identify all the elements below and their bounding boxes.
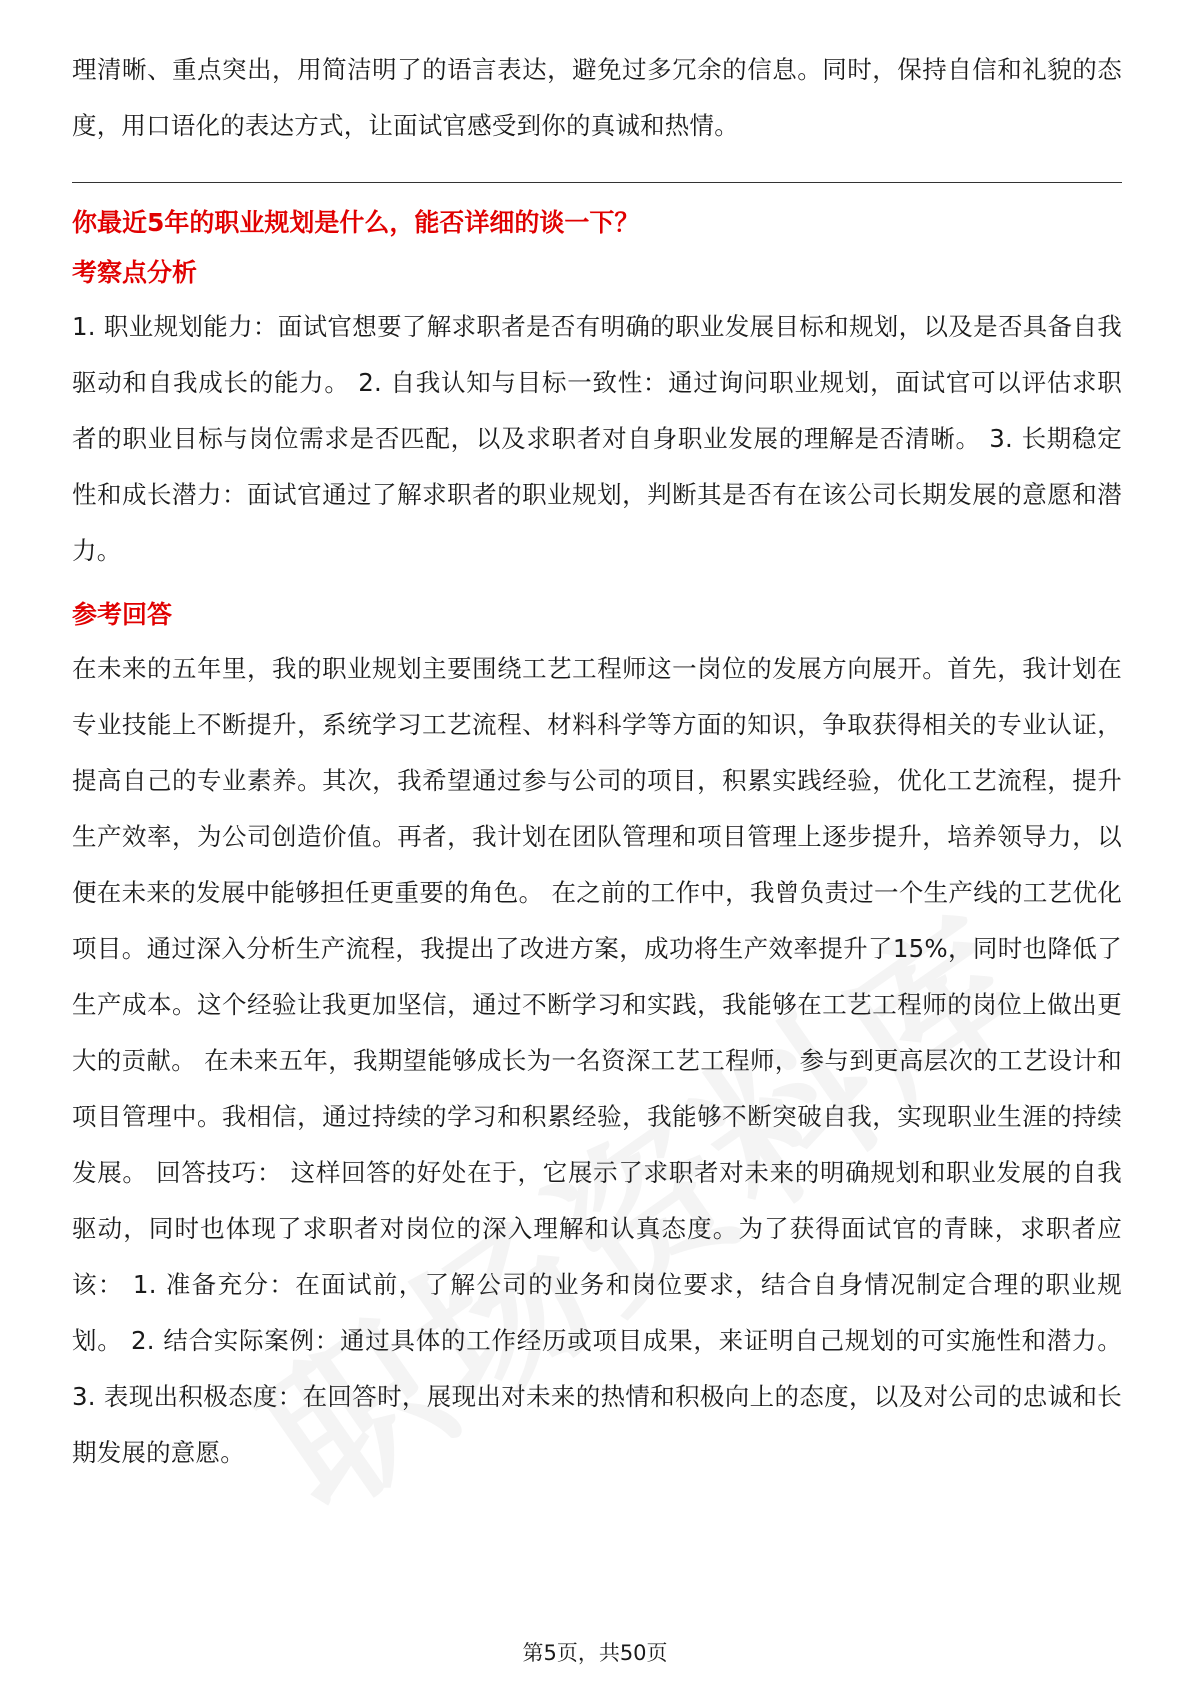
answer-heading: 参考回答 [72,600,173,629]
answer-paragraph: 在未来的五年里，我的职业规划主要围绕工艺工程师这一岗位的发展方向展开。首先，我计划在专业技能上不断提升，系统学习工艺流程、材料科学等方面的知识，争取获得相关的专业认证，提高自己的专业素养。其次，我希望通过参与公司的项目，积累实践经验，优化工艺流程，提升生产效率，为公司创造价值。再者，我计划在团队管理和项目管理上逐步提升，培养领导力，以便在未来的发展中能够担任更重要的角色。 在之前的工作中，我曾负责过一个生产线的工艺优化项目。通过深入分析生产流程，我提出了改进方案，成功将生产效率提升了15%，同时也降低了生产成本。这个经验让我更加坚信，通过不断学习和实践，我能够在工艺工程师的岗位上做出更大的贡献。 在未来五年，我期望能够成长为一名资深工艺工程师，参与到更高层次的工艺设计和项目管理中。我相信，通过持续的学习和积累经验，我能够不断突破自我，实现职业生涯的持续发展。 回答技巧： 这样回答的好处在于，它展示了求职者对未来的明确规划和职业发展的自我驱动，同时也体现了求职者对岗位的深入理解和认真态度。为了获得面试官的青睐，求职者应该： 1. 准备充分：在面试前，了解公司的业务和岗位要求，结合自身情况制定合理的职业规划。 2. 结合实际案例：通过具体的工作经历或项目成果，来证明自己规划的可实施性和潜力。 3. 表现出积极态度：在回答时，展现出对未来的热情和积极向上的态度，以及对公司的忠诚和长期发展的意愿。 [72,654,1122,1467]
document-body [72,42,1122,1481]
analysis-heading: 考察点分析 [72,258,198,287]
page-number: 第5页，共50页 [522,1641,668,1665]
question-title: 你最近5年的职业规划是什么，能否详细的谈一下？ [72,208,640,237]
analysis-paragraph: 1. 职业规划能力：面试官想要了解求职者是否有明确的职业发展目标和规划，以及是否具备自我驱动和自我成长的能力。 2. 自我认知与目标一致性：通过询问职业规划，面试官可以评估求职者的职业目标与岗位需求是否匹配，以及求职者对自身职业发展的理解是否清晰。 3. 长期稳定性和成长潜力：面试官通过了解求职者的职业规划，判断其是否有在该公司长期发展的意愿和潜力。 [72,312,1122,565]
section-divider [72,182,1122,183]
intro-paragraph: 理清晰、重点突出，用简洁明了的语言表达，避免过多冗余的信息。同时，保持自信和礼貌的态度，用口语化的表达方式，让面试官感受到你的真诚和热情。 [72,55,1122,140]
